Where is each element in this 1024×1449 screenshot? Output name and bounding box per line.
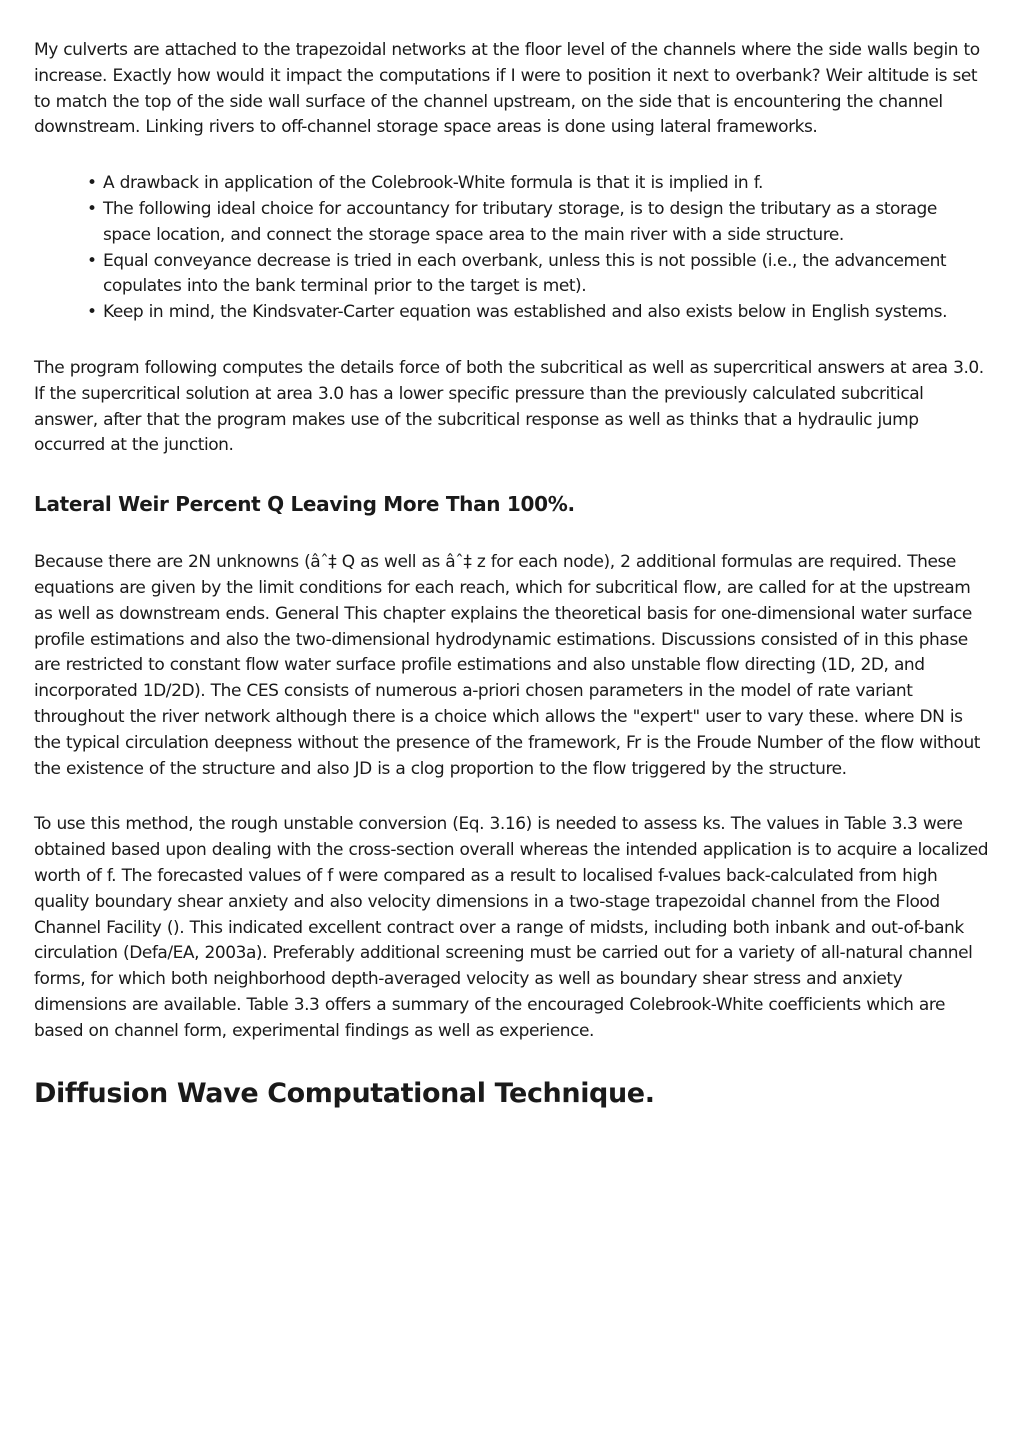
list-item-text: Keep in mind, the Kindsvater-Carter equation was established and also exists below in English systems. [103, 302, 948, 323]
list-item-text: The following ideal choice for accountancy for tributary storage, is to design the tributary as a storage space location, and connect the storage space area to the main river with a side structure. [103, 198, 937, 245]
section-heading-diffusion-wave: Diffusion Wave Computational Technique. [34, 1077, 655, 1109]
list-item [34, 171, 964, 197]
bullet-icon: • [87, 198, 97, 219]
bullet-list [34, 171, 964, 326]
list-item-text: A drawback in application of the Colebrook-White formula is that it is implied in f. [103, 173, 763, 194]
bullet-icon: • [87, 173, 97, 194]
bullet-icon: • [87, 302, 97, 323]
bullet-icon: • [87, 250, 97, 271]
article [34, 38, 992, 1111]
list-item-text: Equal conveyance decrease is tried in each overbank, unless this is not possible (i.e., the advancement copulates into the bank terminal prior to the target is met). [103, 250, 947, 297]
intro-paragraph: My culverts are attached to the trapezoidal networks at the floor level of the channels where the side walls begin to increase. Exactly how would it impact the computations if I were to position it next to overbank? Weir altitude is set to match the top of the side wall surface of the channel upstream, on the side that is encountering the channel downstream. Linking rivers to off-channel storage space areas is done using lateral frameworks. [34, 40, 980, 138]
supercritical-paragraph: The program following computes the details force of both the subcritical as well as supercritical answers at area 3.0. If the supercritical solution at area 3.0 has a lower specific pressure than the previously calculated subcritical answer, after that the program makes use of the subcritical response as well as thinks that a hydraulic jump occurred at the junction. [34, 357, 984, 456]
list-item [34, 300, 964, 326]
unknowns-paragraph: Because there are 2N unknowns (âˆ‡ Q as well as âˆ‡ z for each node), 2 additional formulas are required. These equations are given by the limit conditions for each reach, which for subcritical flow, are called for at the upstream as well as downstream ends. General This chapter explains the theoretical basis for one-dimensional water surface profile estimations and also the two-dimensional hydrodynamic estimations. Discussions consisted of in this phase are restricted to constant flow water surface profile estimations and also unstable flow directing (1D, 2D, and incorporated 1D/2D). The CES consists of numerous a-priori chosen parameters in the model of rate variant throughout the river network although there is a choice which allows the "expert" user to vary these. where DN is the typical circulation deepness without the presence of the framework, Fr is the Froude Number of the flow without the existence of the structure and also JD is a clog proportion to the flow triggered by the structure. [34, 552, 980, 779]
list-item [34, 249, 964, 301]
section-heading-lateral-weir: Lateral Weir Percent Q Leaving More Than 100%. [34, 492, 575, 517]
method-paragraph: To use this method, the rough unstable conversion (Eq. 3.16) is needed to assess ks. The values in Table 3.3 were obtained based upon dealing with the cross-section overall whereas the intended application is to acquire a localized worth of f. The forecasted values of f were compared as a result to localised f-values back-calculated from high quality boundary shear anxiety and also velocity dimensions in a two-stage trapezoidal channel from the Flood Channel Facility (). This indicated excellent contract over a range of midsts, including both inbank and out-of-bank circulation (Defa/EA, 2003a). Preferably additional screening must be carried out for a variety of all-natural channel forms, for which both neighborhood depth-averaged velocity as well as boundary shear stress and anxiety dimensions are available. Table 3.3 offers a summary of the encouraged Colebrook-White coefficients which are based on channel form, experimental findings as well as experience. [34, 814, 989, 1041]
list-item [34, 197, 964, 249]
